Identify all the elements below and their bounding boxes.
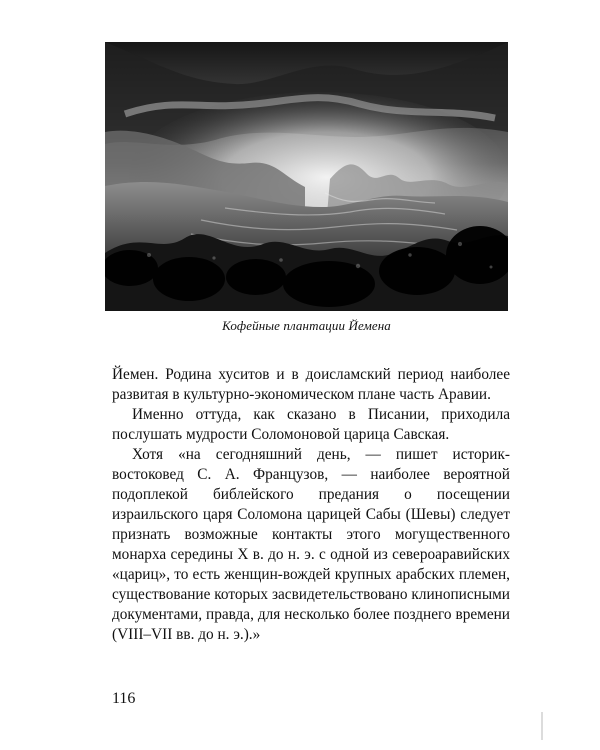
body-text xyxy=(112,365,510,645)
landscape-image xyxy=(105,42,508,311)
page-number: 116 xyxy=(112,690,136,707)
paragraph-3: Хотя «на сегодняшний день, — пишет историк-востоковед С. А. Французов, — наиболее вероятной подоплекой библейского предания о посещении израильского царя Соломона царицей Сабы (Шевы) следует признать возможные контакты этого могущественного монарха середины X в. до н. э. с одной из североаравийских «цариц», то есть женщин-вождей крупных арабских племен, существование которых засвидетельствовано клинописными документами, правда, для несколько более позднего времени (VIII–VII вв. до н. э.).» xyxy=(112,446,510,643)
scan-edge-mark xyxy=(540,712,544,740)
paragraph-1: Йемен. Родина хуситов и в доисламский период наиболее развитая в культурно-экономическом плане часть Аравии. xyxy=(112,366,510,403)
coffee-plantation-photo xyxy=(105,42,508,311)
photo-caption: Кофейные плантации Йемена xyxy=(222,318,391,333)
paragraph-2: Именно оттуда, как сказано в Писании, приходила послушать мудрости Соломоновой царица Савская. xyxy=(112,406,510,443)
